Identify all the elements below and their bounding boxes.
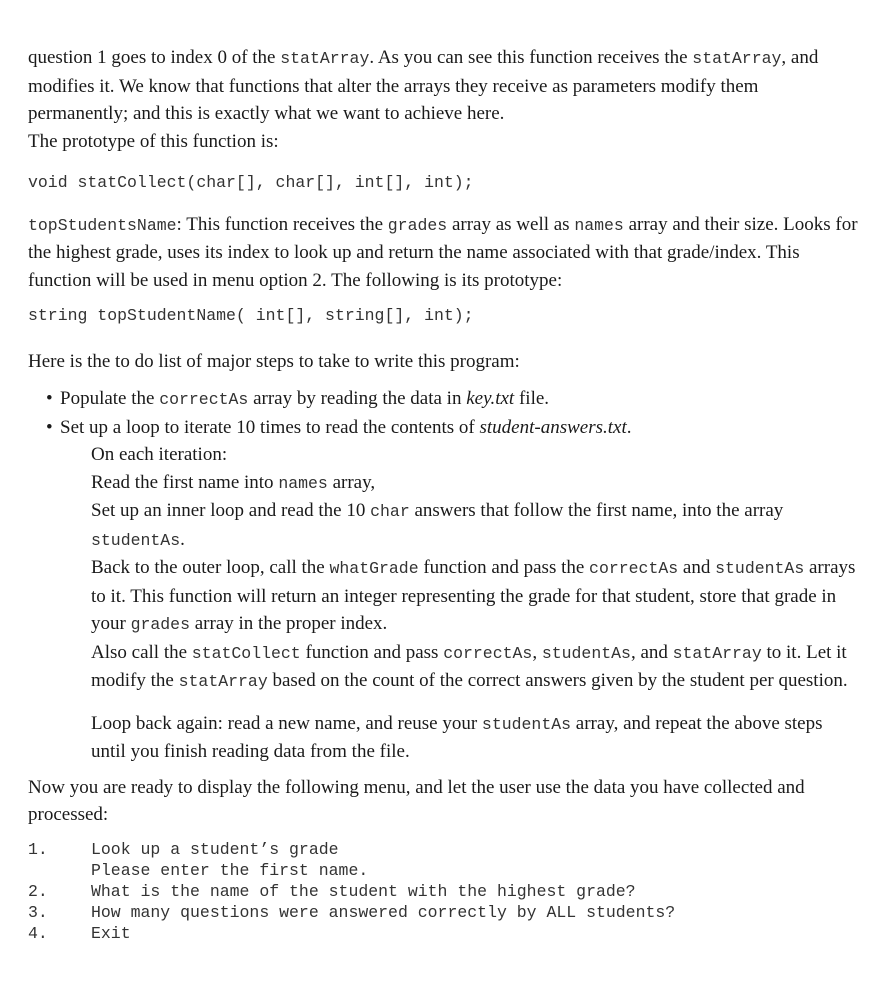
text: array in the proper index. xyxy=(190,613,388,634)
code-studentAs: studentAs xyxy=(715,559,805,578)
menu-row xyxy=(28,902,858,923)
code-char: char xyxy=(370,502,410,521)
text: , and modifies it. We know that functions that alter the arrays they receive as parameters modify them permanently; and this is exactly what we want to achieve here. xyxy=(28,47,819,124)
text: question 1 goes to index 0 of the xyxy=(28,47,281,68)
code-studentAs: studentAs xyxy=(541,643,631,663)
step-text xyxy=(91,497,858,554)
menu-number xyxy=(28,860,91,881)
menu-text: How many questions were answered correctly by ALL students? xyxy=(91,902,676,922)
step-text xyxy=(91,469,858,498)
code-studentAs: studentAs xyxy=(481,714,572,734)
text: , xyxy=(532,641,542,663)
text: . xyxy=(180,528,185,550)
code-correctAs: correctAs xyxy=(159,390,249,409)
code-statCollect: statCollect xyxy=(191,643,301,663)
text: array and their size. Looks for the highest grade, uses its index to look up and return the name associated with that grade/index. This function will be used in menu option 2. The following is its prototype: xyxy=(28,213,858,291)
paragraph-menu-intro: Now you are ready to display the following menu, and let the user use the data you have collected and processed: xyxy=(28,776,805,825)
menu-text: Exit xyxy=(91,923,131,943)
menu-number: 2. xyxy=(28,881,48,901)
code-names: names xyxy=(574,215,624,235)
text: and xyxy=(678,557,716,578)
code-whatGrade: whatGrade xyxy=(329,559,419,578)
paragraph-statcollect-intro xyxy=(28,44,858,155)
text: , and xyxy=(630,641,673,663)
step-text xyxy=(91,554,858,639)
text: Also call the xyxy=(91,641,192,663)
code-names: names xyxy=(278,473,328,493)
menu-text: Please enter the first name. xyxy=(91,860,369,880)
code-statArray: statArray xyxy=(692,49,782,68)
text: Read the first name into xyxy=(91,471,279,493)
code-correctAs: correctAs xyxy=(443,643,533,663)
filename-key: key.txt xyxy=(466,388,515,409)
menu-listing xyxy=(28,839,858,944)
step-text xyxy=(91,639,858,696)
text: array as well as xyxy=(447,213,575,235)
code-statArray: statArray xyxy=(280,49,370,68)
text: arrays to it. This function will return an integer representing the grade for that student, store that grade in your xyxy=(91,557,856,634)
list-item xyxy=(28,385,858,414)
paragraph-todo-intro: Here is the to do list of major steps to take to write this program: xyxy=(28,350,520,372)
step-text: On each iteration: xyxy=(91,444,228,465)
code-statArray: statArray xyxy=(178,672,268,691)
text: Back to the outer loop, call the xyxy=(91,557,330,578)
text: . xyxy=(626,416,632,438)
text: answers that follow the first name, into the array xyxy=(409,500,784,521)
code-grades: grades xyxy=(387,215,448,235)
code-topStudentsName: topStudentsName xyxy=(28,215,177,235)
text: Set up a loop to iterate 10 times to read the contents of xyxy=(60,416,480,438)
text: function and pass xyxy=(300,641,444,663)
menu-text: Look up a student’s grade xyxy=(91,839,339,859)
text: function and pass the xyxy=(418,557,590,578)
code-correctAs: correctAs xyxy=(589,559,679,578)
menu-row xyxy=(28,860,858,881)
step-text xyxy=(91,710,858,766)
code-grades: grades xyxy=(130,615,190,634)
document-page xyxy=(28,44,858,944)
text: based on the count of the correct answers given by the student per question. xyxy=(267,670,848,691)
text: array, xyxy=(327,471,376,493)
code-statArray: statArray xyxy=(672,643,762,663)
text: Loop back again: read a new name, and reuse your xyxy=(91,712,482,734)
text: to it. Let it modify the xyxy=(91,641,847,691)
menu-number: 1. xyxy=(28,839,48,859)
text: The prototype of this function is: xyxy=(28,130,279,152)
steps-block xyxy=(28,441,858,766)
text: : This function receives the xyxy=(176,213,388,235)
todo-list xyxy=(28,385,858,441)
menu-text: What is the name of the student with the highest grade? xyxy=(91,881,636,901)
menu-number: 4. xyxy=(28,923,48,943)
menu-number: 3. xyxy=(28,902,48,922)
menu-row xyxy=(28,839,858,860)
text: Set up an inner loop and read the 10 xyxy=(91,500,371,521)
text: file. xyxy=(514,388,550,409)
code-studentAs: studentAs xyxy=(91,530,181,550)
prototype-statCollect: void statCollect(char[], char[], int[], int); xyxy=(28,173,474,192)
prototype-topStudentName: string topStudentName( int[], string[], int); xyxy=(28,306,474,325)
filename-student-answers: student-answers.txt xyxy=(479,416,627,438)
paragraph-topstudentname xyxy=(28,211,858,295)
list-item xyxy=(28,414,858,442)
text: array, and repeat the above steps until you finish reading data from the file. xyxy=(91,712,823,762)
text: array by reading the data in xyxy=(248,388,467,409)
menu-row xyxy=(28,881,858,902)
text: . As you can see this function receives the xyxy=(369,47,693,68)
menu-row xyxy=(28,923,858,944)
text: Populate the xyxy=(60,388,160,409)
